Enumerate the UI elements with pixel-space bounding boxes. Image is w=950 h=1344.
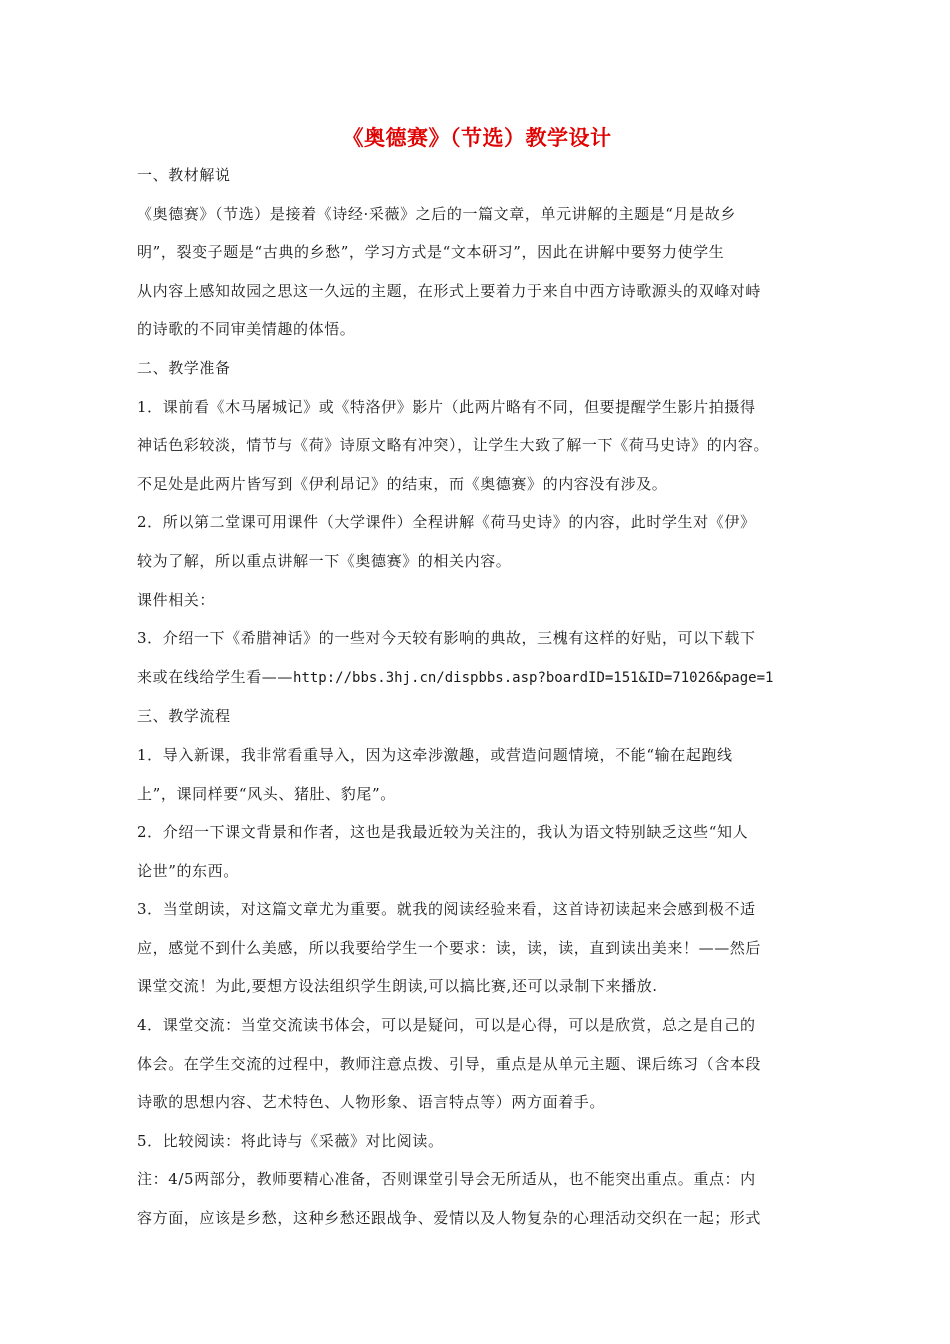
paragraph-line: 应，感觉不到什么美感，所以我要给学生一个要求：读，读，读，直到读出美来！——然后: [137, 938, 762, 957]
paragraph-line: 较为了解，所以重点讲解一下《奥德赛》的相关内容。: [137, 551, 512, 570]
paragraph-line: 不足处是此两片皆写到《伊利昂记》的结束，而《奥德赛》的内容没有涉及。: [137, 474, 668, 493]
resource-link[interactable]: http://bbs.3hj.cn/dispbbs.asp?boardID=151&ID=71026&page=1: [293, 669, 774, 686]
paragraph-line: 神话色彩较淡，情节与《荷》诗原文略有冲突），让学生大致了解一下《荷马史诗》的内容。: [137, 436, 770, 455]
paragraph-line: 《奥德赛》（节选）是接着《诗经·采薇》之后的一篇文章，单元讲解的主题是“月是故乡: [137, 204, 736, 223]
document-page: [137, 122, 817, 1238]
paragraph-line: 从内容上感知故园之思这一久远的主题，在形式上要着力于来自中西方诗歌源头的双峰对峙: [137, 281, 762, 300]
paragraph-line: 论世”的东西。: [137, 861, 239, 880]
paragraph-line: 1．课前看《木马屠城记》或《特洛伊》影片（此两片略有不同，但要提醒学生影片拍摄得: [137, 397, 756, 416]
paragraph-line: 4．课堂交流：当堂交流读书体会，可以是疑问，可以是心得，可以是欣赏，总之是自己的: [137, 1016, 756, 1035]
paragraph-line: 明”，裂变子题是“古典的乡愁”，学习方式是“文本研习”，因此在讲解中要努力使学生: [137, 243, 725, 262]
paragraph-line: 的诗歌的不同审美情趣的体悟。: [137, 320, 356, 339]
paragraph-line: 3．介绍一下《希腊神话》的一些对今天较有影响的典故，三槐有这样的好贴，可以下载下: [137, 629, 756, 648]
section-heading: 一、教材解说: [137, 166, 231, 184]
paragraph-line: 3．当堂朗读，对这篇文章尤为重要。就我的阅读经验来看，这首诗初读起来会感到极不适: [137, 900, 756, 919]
document-title: 《奥德赛》（节选）教学设计: [342, 125, 612, 150]
paragraph-line-with-link: [137, 658, 817, 698]
paragraph-line: 课堂交流！为此,要想方设法组织学生朗读,可以搞比赛,还可以录制下来播放.: [137, 977, 658, 996]
section-heading: 二、教学准备: [137, 358, 231, 377]
paragraph-line: 体会。在学生交流的过程中，教师注意点拨、引导，重点是从单元主题、课后练习（含本段: [137, 1054, 762, 1073]
section-heading: 三、教学流程: [137, 707, 231, 726]
paragraph-line: 5．比较阅读：将此诗与《采薇》对比阅读。: [137, 1131, 444, 1150]
paragraph-line: 上”，课同样要“风头、猪肚、豹尾”。: [137, 784, 396, 803]
paragraph-line: 2．所以第二堂课可用课件（大学课件）全程讲解《荷马史诗》的内容，此时学生对《伊》: [137, 513, 756, 532]
paragraph-line: 课件相关：: [137, 590, 216, 609]
paragraph-line: 2．介绍一下课文背景和作者，这也是我最近较为关注的，我认为语文特别缺乏这些“知人: [137, 823, 749, 842]
paragraph-line: 容方面，应该是乡愁，这种乡愁还跟战争、爱情以及人物复杂的心理活动交织在一起；形式: [137, 1209, 762, 1228]
paragraph-line: 注：4/5两部分，教师要精心准备，否则课堂引导会无所适从，也不能突出重点。重点：内: [137, 1170, 756, 1189]
paragraph-line: 诗歌的思想内容、艺术特色、人物形象、语言特点等）两方面着手。: [137, 1093, 606, 1112]
paragraph-text: 来或在线给学生看——: [137, 667, 294, 686]
paragraph-line: 1．导入新课，我非常看重导入，因为这牵涉激趣，或营造问题情境，不能“输在起跑线: [137, 745, 733, 764]
